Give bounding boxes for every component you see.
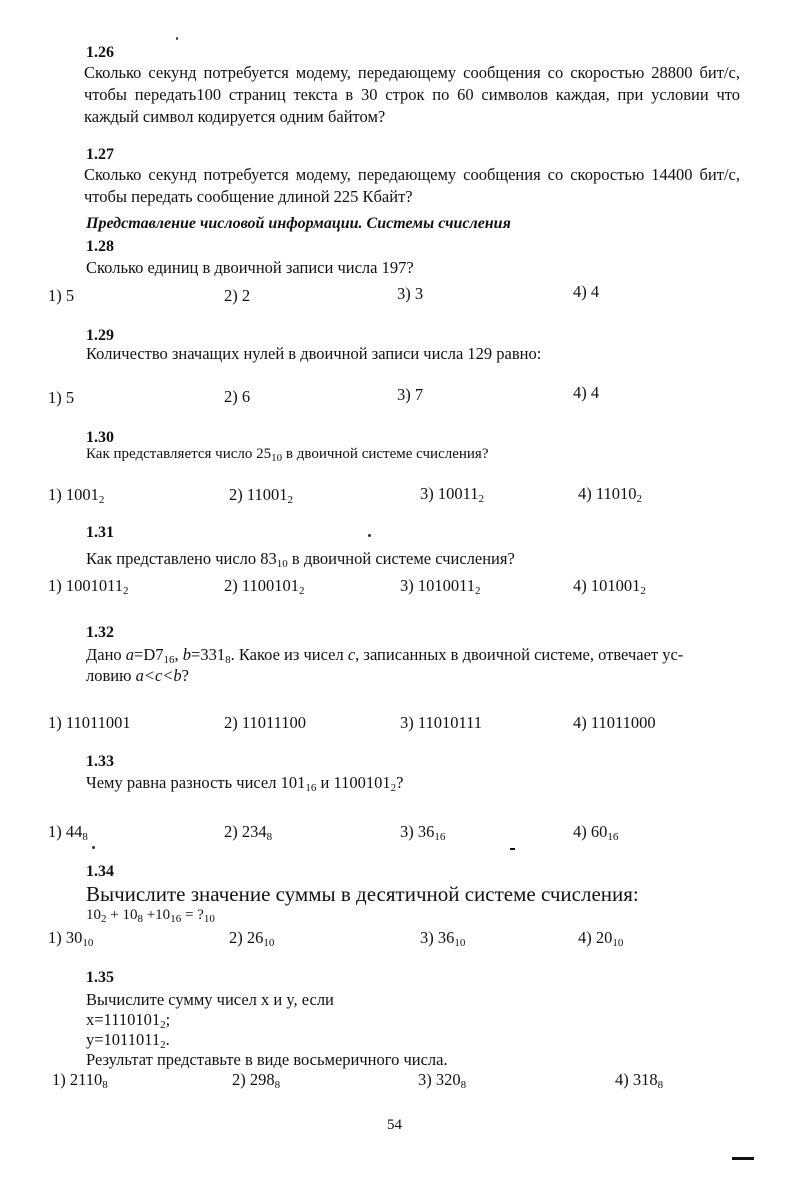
answer-option: 2) $234_8$ bbox=[224, 822, 273, 843]
speck bbox=[176, 37, 178, 40]
answer-option: 4) 11011000 bbox=[573, 713, 656, 732]
problem-text-1-26: Сколько секунд потребуется модему, передающему сообщения со скоростью 28800 бит/с, чтобы передать100 страниц текста в 30 строк по 60 символов каждая, при условии что каждый символ кодируется одним байтом? bbox=[84, 63, 740, 126]
answer-option: 1) 5 bbox=[48, 388, 75, 407]
problem-question-1-28: Сколько единиц в двоичной записи числа 197? bbox=[86, 258, 414, 277]
problem-text-1-27: Сколько секунд потребуется модему, передающему сообщения со скоростью 14400 бит/с, чтобы передать сообщение длиной 225 Кбайт? bbox=[84, 165, 740, 206]
answer-option: 3) 11010111 bbox=[400, 713, 483, 732]
problem-number-1-26: 1.26 bbox=[86, 44, 114, 61]
problem-question-1-29: Количество значащих нулей в двоичной записи числа 129 равно: bbox=[86, 344, 542, 363]
answer-option: 2) 2 bbox=[224, 286, 251, 305]
answer-option: 4) $60_{16}$ bbox=[573, 822, 619, 843]
problem-number-1-33: 1.33 bbox=[86, 753, 114, 770]
problem-x-value: $x=1110101_2$; bbox=[86, 1010, 171, 1031]
answer-option: 1) $1001_2$ bbox=[48, 485, 105, 506]
answer-option: 4) $318_8$ bbox=[615, 1070, 664, 1091]
problem-number-1-34: 1.34 bbox=[86, 863, 114, 880]
speck bbox=[92, 846, 95, 849]
page-number: 54 bbox=[387, 1117, 402, 1133]
speck bbox=[368, 534, 371, 537]
problem-number-1-27: 1.27 bbox=[86, 146, 114, 163]
answer-option: 3) $320_8$ bbox=[418, 1070, 467, 1091]
answer-option: 1) $1001011_2$ bbox=[48, 576, 129, 597]
problem-equation-1-34: $10_2 + 10_8 +10_{16}$ = $?_{10}$ bbox=[86, 907, 215, 925]
answer-option: 2) $11001_2$ bbox=[229, 485, 294, 506]
problem-number-1-28: 1.28 bbox=[86, 238, 114, 255]
answer-option: 1) 11011001 bbox=[48, 713, 131, 732]
answer-option: 3) 7 bbox=[397, 385, 424, 404]
edge-mark bbox=[732, 1157, 754, 1160]
speck bbox=[510, 848, 515, 850]
answer-option: 4) 4 bbox=[573, 383, 600, 402]
answer-option: 4) $11010_2$ bbox=[578, 484, 643, 505]
problem-heading-1-34: Вычислите значение суммы в десятичной системе счисления: bbox=[86, 882, 639, 906]
answer-option: 3) $36_{10}$ bbox=[420, 928, 466, 949]
answer-option: 1) $2110_8$ bbox=[52, 1070, 108, 1091]
problem-question-1-33: Чему равна разность чисел $101_{16}$ и $1100101_2$? bbox=[86, 773, 404, 794]
answer-option: 2) 11011100 bbox=[224, 713, 307, 732]
problem-question-1-31: Как представлено число $83_{10}$ в двоичной системе счисления? bbox=[86, 549, 515, 570]
problem-number-1-35: 1.35 bbox=[86, 969, 114, 986]
answer-option: 1) $44_8$ bbox=[48, 822, 88, 843]
problem-text-1-35-line4: Результат представьте в виде восьмеричного числа. bbox=[86, 1050, 448, 1069]
problem-number-1-30: 1.30 bbox=[86, 429, 114, 446]
problem-number-1-29: 1.29 bbox=[86, 327, 114, 344]
problem-y-value: $y=1011011_2$. bbox=[86, 1030, 170, 1051]
answer-option: 3) $36_{16}$ bbox=[400, 822, 446, 843]
answer-option: 1) $30_{10}$ bbox=[48, 928, 94, 949]
answer-option: 3) $1010011_2$ bbox=[400, 576, 481, 597]
problem-number-1-32: 1.32 bbox=[86, 624, 114, 641]
answer-option: 3) $10011_2$ bbox=[420, 484, 485, 505]
problem-text-1-32-line2: ловию a<c<b? bbox=[86, 666, 189, 685]
problem-question-1-30: Как представляется число $25_{10}$ в двоичной системе счисления? bbox=[86, 446, 489, 464]
answer-option: 2) 6 bbox=[224, 387, 251, 406]
answer-option: 4) $101001_2$ bbox=[573, 576, 646, 597]
answer-option: 2) $298_8$ bbox=[232, 1070, 281, 1091]
answer-option: 4) $20_{10}$ bbox=[578, 928, 624, 949]
answer-option: 4) 4 bbox=[573, 282, 600, 301]
problem-text-1-32-line1: Дано $a=D7_{16}$, $b=331_8$. Какое из чисел c, записанных в двоичной системе, отвечает ус- bbox=[86, 645, 684, 666]
section-heading: Представление числовой информации. Системы счисления bbox=[86, 215, 511, 232]
answer-option: 1) 5 bbox=[48, 286, 75, 305]
answer-option: 3) 3 bbox=[397, 284, 424, 303]
answer-option: 2) $1100101_2$ bbox=[224, 576, 305, 597]
answer-option: 2) $26_{10}$ bbox=[229, 928, 275, 949]
problem-number-1-31: 1.31 bbox=[86, 524, 114, 541]
problem-text-1-35-line1: Вычислите сумму чисел x и y, если bbox=[86, 990, 334, 1009]
